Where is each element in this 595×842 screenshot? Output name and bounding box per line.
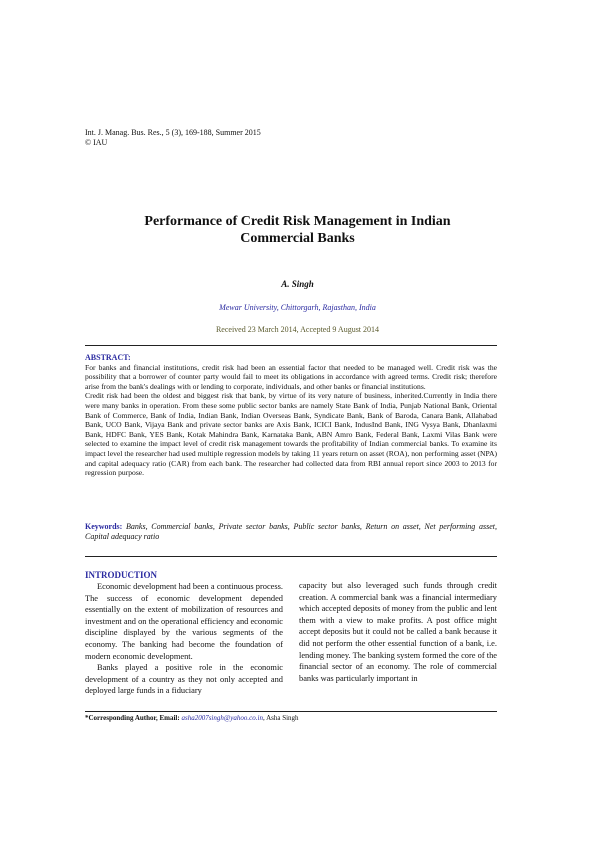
- paper-title-line-1: Performance of Credit Risk Management in Indian: [144, 214, 451, 229]
- journal-header: [85, 128, 261, 148]
- abstract-paragraph-1: For banks and financial institutions, credit risk had been an essential factor that needed to be managed well. Credit risk was the possibility that a borrower of counter party would fail to meet its obligations in accordance with agreed terms. Credit risk; therefore arise from the bank's dealings with or lending to corporate, individuals, and other banks or financial institutions.: [85, 362, 497, 391]
- introduction-heading: INTRODUCTION: [85, 570, 158, 580]
- author-email-link[interactable]: asha2007singh@yahoo.co.in: [181, 714, 263, 722]
- keywords-section: [85, 522, 497, 542]
- journal-citation: Int. J. Manag. Bus. Res., 5 (3), 169-188, Summer 2015: [85, 128, 261, 137]
- paper-title-line-2: Commercial Banks: [240, 231, 355, 246]
- abstract-section: [85, 353, 497, 478]
- introduction-column-2: [299, 580, 497, 684]
- footnote-author-suffix: , Asha Singh: [262, 714, 299, 722]
- keywords-bottom-rule: [85, 556, 497, 557]
- introduction-paragraph-continued: capacity but also leveraged such funds through credit creation. A commercial bank was a financial intermediary which accepted deposits of money from the public and lent them with a view to make profits. A post office might accept deposits but it could not be called a bank because it did not perform the other essential function of a bank, i.e. lending money. The banking system formed the core of the financial sector of an economy. The role of commercial banks was particularly important in: [299, 581, 497, 683]
- paper-title: [85, 213, 510, 247]
- abstract-paragraph-2: Credit risk had been the oldest and biggest risk that bank, by virtue of its very nature of business, inherited.Currently in India there were many banks in operation. From these some public sector banks are namely State Bank of India, Punjab National Bank, Oriental Bank of Commerce, Bank of India, Indian Bank, Indian Overseas Bank, Syndicate Bank, Bank of Baroda, Canara Bank, Allahabad Bank, UCO Bank, Vijaya Bank and private sector banks are Axis Bank, ICICI Bank, IndusInd Bank, ING Vysya Bank, Dhanlaxmi Bank, HDFC Bank, YES Bank, Kotak Mahindra Bank, Karnataka Bank, ABN Amro Bank, Federal Bank, Laxmi Vilas Bank were selected to examine the impact level of credit risk management towards the profitability of Indian commercial banks. To examine its impact level the researcher had used multiple regression models by taking 11 years return on asset (ROA), non performing asset (NPA) and capital adequacy ratio (CAR) from each bank. The researcher had collected data from RBI annual report since 2003 to 2013 for regression purpose.: [85, 391, 497, 478]
- footnote-label: *Corresponding Author, Email:: [85, 714, 180, 722]
- received-dates: Received 23 March 2014, Accepted 9 August 2014: [215, 325, 380, 334]
- keywords-label: Keywords:: [85, 522, 123, 531]
- corresponding-author-footnote: [85, 714, 299, 722]
- introduction-column-1: [85, 570, 283, 697]
- footnote-rule: [85, 711, 497, 712]
- copyright-notice: © IAU: [85, 138, 108, 147]
- abstract-heading: ABSTRACT:: [85, 353, 131, 362]
- author-affiliation: Mewar University, Chittorgarh, Rajasthan, India: [219, 303, 376, 312]
- abstract-top-rule: [85, 345, 497, 346]
- introduction-paragraph-1: Economic development had been a continuous process. The success of economic development depended essentially on the extent of mobilization of resources and investment and on the operational efficiency and economic discipline displayed by the various segments of the economy. The banking had become the foundation of modern economic development.: [85, 582, 283, 661]
- author-name: A. Singh: [281, 279, 314, 289]
- introduction-paragraph-2: Banks played a positive role in the economic development of a country as they not only accepted and deployed large funds in a fiduciary: [85, 663, 283, 696]
- keywords-text: Banks, Commercial banks, Private sector banks, Public sector banks, Return on asset, Net performing asset, Capital adequacy ratio: [85, 522, 497, 541]
